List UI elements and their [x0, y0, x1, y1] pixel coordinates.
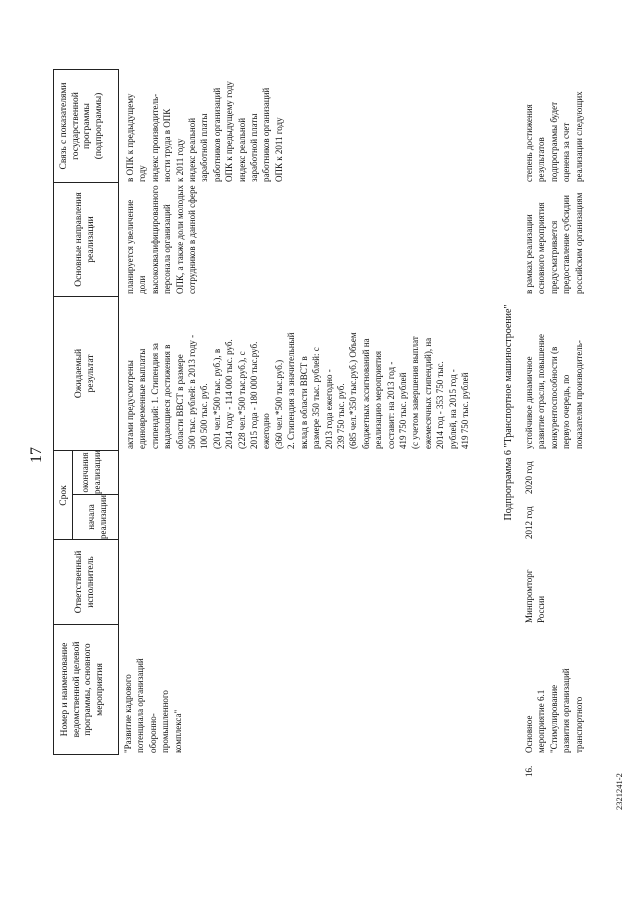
cont-main-directions: планируется увеличение доли высококвалифицированного персонала организаций ОПК, а также доли молодых сотрудников в данной сфере	[125, 185, 198, 294]
row16-end: 2020 год	[524, 461, 534, 494]
row16-responsible: Минпромторг России	[524, 569, 547, 623]
header-term: Срок	[59, 485, 69, 506]
header-program-name: Номер и наименование ведомственной целевой программы, основного мероприятия	[60, 641, 105, 738]
row16-expected-result: устойчивое динамичное развитие отрасли, повышение конкурентоспособности (в первую очередь, по показателям производитель-	[524, 334, 584, 449]
header-responsible: Ответственный исполнитель	[74, 550, 96, 614]
cont-indicator-link: в ОПК к предыдущему году индекс производитель- ности труда в ОПК к 2011 году индекс реальной заработной платы работников организаций ОПК к предыдущему году индекс реальной заработной платы работников организаций ОПК к 2011 году	[125, 81, 284, 182]
subprogram-title: Подпрограмма 6 "Транспортное машиностроение"	[503, 304, 514, 521]
page-number: 17	[28, 447, 45, 463]
header-main-directions: Основные направления реализации	[74, 192, 96, 287]
row16-program-name: Основное мероприятие 6.1 "Стимулирование развития организаций транспортного	[524, 668, 584, 753]
header-bottom-border	[118, 70, 119, 755]
row16-main-directions: в рамках реализации основного мероприятия предусматривается предоставление субсидии российским организациям	[524, 192, 584, 294]
header-expected-result: Ожидаемый результат	[74, 348, 96, 399]
col-line-0	[53, 754, 119, 755]
row16-start: 2012 год	[524, 506, 534, 539]
table-top-border	[53, 70, 54, 755]
col-line-5	[53, 296, 119, 297]
row16-number: 16.	[524, 765, 534, 777]
header-start: начала реализации	[86, 495, 108, 539]
col-line-1	[53, 624, 119, 625]
header-indicator-link: Связь с показателями государственной программы (подпрограммы)	[59, 82, 104, 170]
row16-indicator-link: степень достижения результатов подпрограммы будет оценена за счет реализации следующих	[524, 91, 584, 182]
cont-program-name: "Развитие кадрового потенциала организаций оборонно- промышленного комплекса"	[123, 658, 183, 753]
document-code: 2321241-2	[614, 773, 624, 810]
header-end: окончания реализации	[80, 450, 102, 494]
header-term-split	[72, 451, 73, 540]
cont-expected-result: актами предусмотрены единовременные выплаты стипендий: 1. Стипендия за выдающиеся достижения в области ВВСТ в размере 500 тыс. рублей: в 2013 году - 100 500 тыс. руб. (201 чел.*500 тыс. руб.), в 2014 году - 114 000 тыс. руб. (228 чел.*500 тыс.руб.), с 2015 года - 180 000 тыс.руб. ежегодно (360 чел.*500 тыс.руб.) 2. Стипендия за значительный вклад в области ВВСТ в размере 350 тыс. рублей: с 2013 года ежегодно - 239 750 тыс. руб. (685 чел.*350 тыс.руб.) Объем бюджетных ассигнований на реализацию мероприятия составит: на 2013 год - 419 750 тыс. рублей (с учетом завершения выплат ежемесячных стипендий), на 2014 год - 353 750 тыс. рублей, на 2015 год - 419 750 тыс. рублей	[125, 332, 470, 449]
